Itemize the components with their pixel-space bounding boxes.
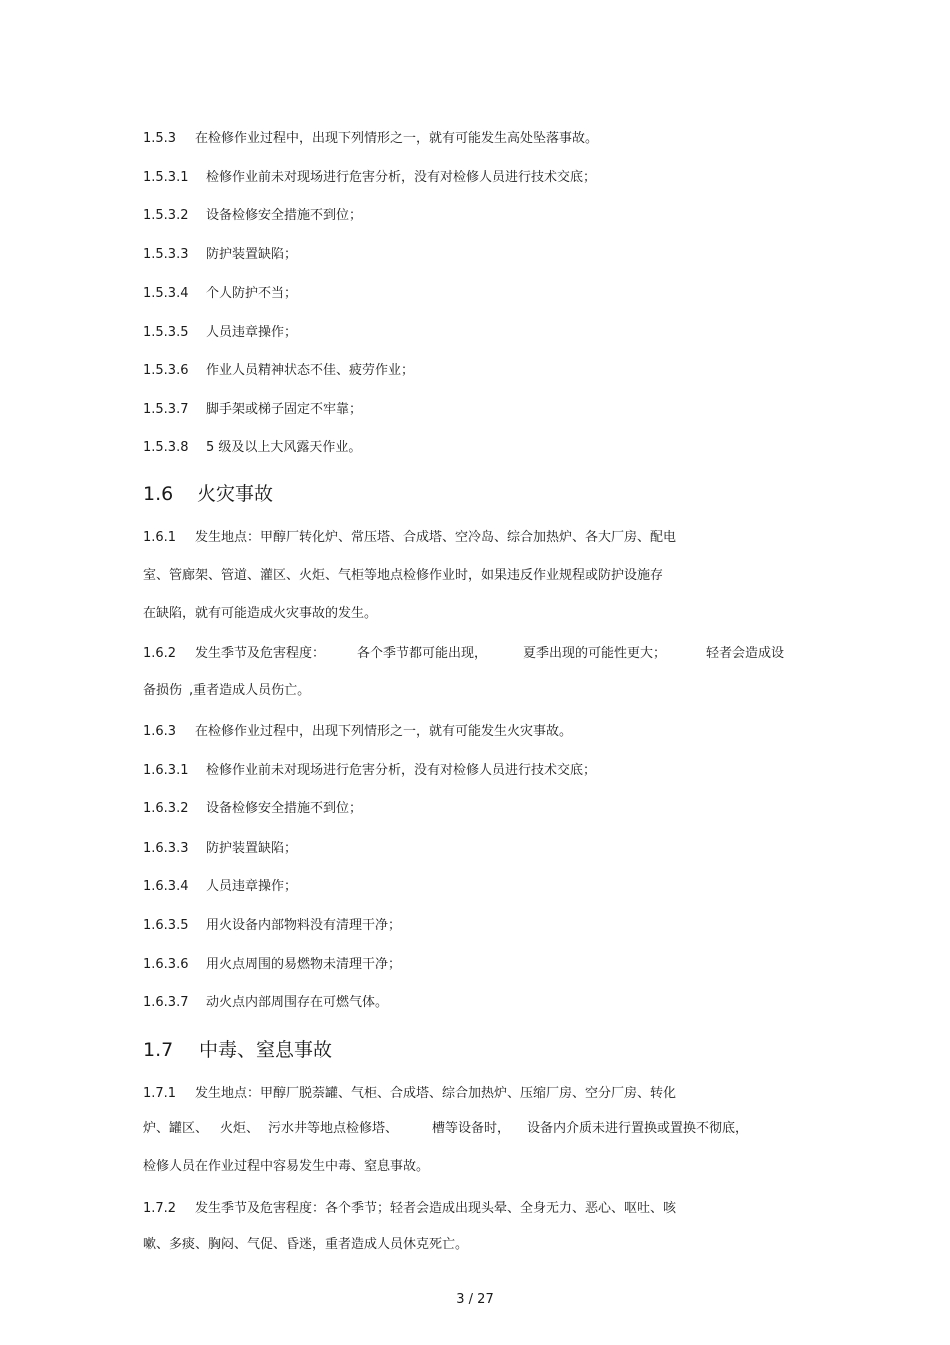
clause-number: 1.6.1: [143, 530, 177, 545]
clause-1-6-3-1: [143, 762, 596, 780]
clause-text: 人员违章操作；: [206, 879, 298, 894]
section-number: 1.6: [143, 483, 174, 505]
clause-number: 1.6.3.5: [143, 918, 189, 933]
clause-number: 1.6.2: [143, 646, 177, 661]
clause-number: 1.6.3: [143, 724, 177, 739]
clause-number: 1.6.3.6: [143, 957, 189, 972]
section-title: 中毒、窒息事故: [199, 1039, 333, 1061]
text-segment: 污水井等地点检修塔、: [268, 1121, 399, 1136]
clause-number: 1.6.3.7: [143, 995, 189, 1010]
page-number: 3 / 27: [456, 1292, 494, 1307]
clause-1-5-3-5: [143, 324, 297, 342]
clause-number: 1.5.3.8: [143, 440, 189, 455]
clause-1-6-3-3: [143, 840, 297, 858]
clause-text: 发生季节及危害程度：: [195, 646, 326, 661]
clause-text: 作业人员精神状态不佳、疲劳作业；: [206, 363, 415, 378]
paragraph-line: [143, 682, 310, 700]
paragraph-line: 炉、罐区、: [143, 1121, 209, 1136]
clause-text: 在检修作业过程中，出现下列情形之一，就有可能发生火灾事故。: [195, 724, 573, 739]
clause-1-6-3-6: [143, 956, 401, 974]
clause-number: 1.5.3.5: [143, 325, 189, 340]
clause-text-segment: 各个季节都可能出现，: [357, 646, 488, 661]
section-number: 1.7: [143, 1039, 174, 1061]
clause-number: 1.5.3.2: [143, 208, 189, 223]
clause-text: 检修作业前未对现场进行危害分析，没有对检修人员进行技术交底；: [206, 763, 597, 778]
clause-text: 发生地点：甲醇厂脱萘罐、气柜、合成塔、综合加热炉、压缩厂房、空分厂房、转化: [195, 1086, 677, 1101]
clause-number: 1.5.3.7: [143, 402, 189, 417]
clause-1-6-3-2: [143, 800, 362, 818]
clause-text: 用火点周围的易燃物未清理干净；: [206, 957, 402, 972]
clause-text: 防护装置缺陷；: [206, 247, 298, 262]
paragraph-line: 嗽、多痰、胸闷、气促、昏迷，重者造成人员休克死亡。: [143, 1237, 469, 1252]
clause-1-6-1: [143, 529, 676, 547]
clause-1-7-2: [143, 1200, 676, 1218]
clause-text: 发生地点：甲醇厂转化炉、常压塔、合成塔、空冷岛、综合加热炉、各大厂房、配电: [195, 530, 677, 545]
clause-number: 1.5.3.1: [143, 170, 189, 185]
clause-1-6-3-7: [143, 994, 388, 1012]
clause-number: 1.5.3.3: [143, 247, 189, 262]
clause-text: 动火点内部周围存在可燃气体。: [206, 995, 389, 1010]
clause-1-5-3-2: [143, 207, 362, 225]
clause-text-segment: 夏季出现的可能性更大；: [523, 646, 667, 661]
clause-number: 1.5.3: [143, 131, 177, 146]
text-segment: 设备内介质未进行置换或置换不彻底，: [527, 1121, 749, 1136]
clause-1-5-3-4: [143, 285, 297, 303]
clause-1-7-1: [143, 1085, 676, 1103]
text-segment: ,重者造成人员伤亡。: [189, 683, 311, 698]
clause-1-6-2: [143, 645, 325, 663]
clause-text: 5 级及以上大风露天作业。: [206, 440, 362, 455]
clause-1-5-3-6: [143, 362, 414, 380]
clause-1-6-3-4: [143, 878, 297, 896]
text-segment: 槽等设备时，: [432, 1121, 511, 1136]
clause-1-5-3: [143, 130, 598, 148]
clause-1-5-3-7: [143, 401, 362, 419]
text-segment: 火炬、: [220, 1121, 260, 1136]
clause-text: 设备检修安全措施不到位；: [206, 208, 363, 223]
paragraph-line: 在缺陷，就有可能造成火灾事故的发生。: [143, 606, 378, 621]
clause-number: 1.7.1: [143, 1086, 177, 1101]
clause-1-5-3-3: [143, 246, 297, 264]
clause-text: 用火设备内部物料没有清理干净；: [206, 918, 402, 933]
clause-1-6-3-5: [143, 917, 401, 935]
clause-number: 1.6.3.3: [143, 841, 189, 856]
clause-1-6-3: [143, 723, 572, 741]
section-heading-1-7: [143, 1038, 332, 1062]
clause-text: 防护装置缺陷；: [206, 841, 298, 856]
paragraph-line: 室、管廊架、管道、灌区、火炬、气柜等地点检修作业时，如果违反作业规程或防护设施存: [143, 568, 664, 583]
clause-text: 在检修作业过程中，出现下列情形之一，就有可能发生高处坠落事故。: [195, 131, 599, 146]
clause-number: 1.5.3.6: [143, 363, 189, 378]
section-heading-1-6: [143, 482, 273, 506]
clause-text: 检修作业前未对现场进行危害分析，没有对检修人员进行技术交底；: [206, 170, 597, 185]
clause-number: 1.5.3.4: [143, 286, 189, 301]
clause-number: 1.6.3.1: [143, 763, 189, 778]
clause-number: 1.6.3.2: [143, 801, 189, 816]
section-title: 火灾事故: [197, 483, 274, 505]
clause-number: 1.6.3.4: [143, 879, 189, 894]
clause-number: 1.7.2: [143, 1201, 177, 1216]
clause-1-5-3-8: [143, 439, 361, 457]
paragraph-line: 检修人员在作业过程中容易发生中毒、窒息事故。: [143, 1159, 430, 1174]
clause-1-5-3-1: [143, 169, 596, 187]
clause-text: 个人防护不当；: [206, 286, 298, 301]
clause-text: 人员违章操作；: [206, 325, 298, 340]
clause-text-segment: 轻者会造成设: [706, 646, 785, 661]
clause-text: 设备检修安全措施不到位；: [206, 801, 363, 816]
text-segment: 备损伤: [143, 683, 183, 698]
clause-text: 脚手架或梯子固定不牢靠；: [206, 402, 363, 417]
clause-text: 发生季节及危害程度：各个季节；轻者会造成出现头晕、全身无力、恶心、呕吐、咳: [195, 1201, 677, 1216]
